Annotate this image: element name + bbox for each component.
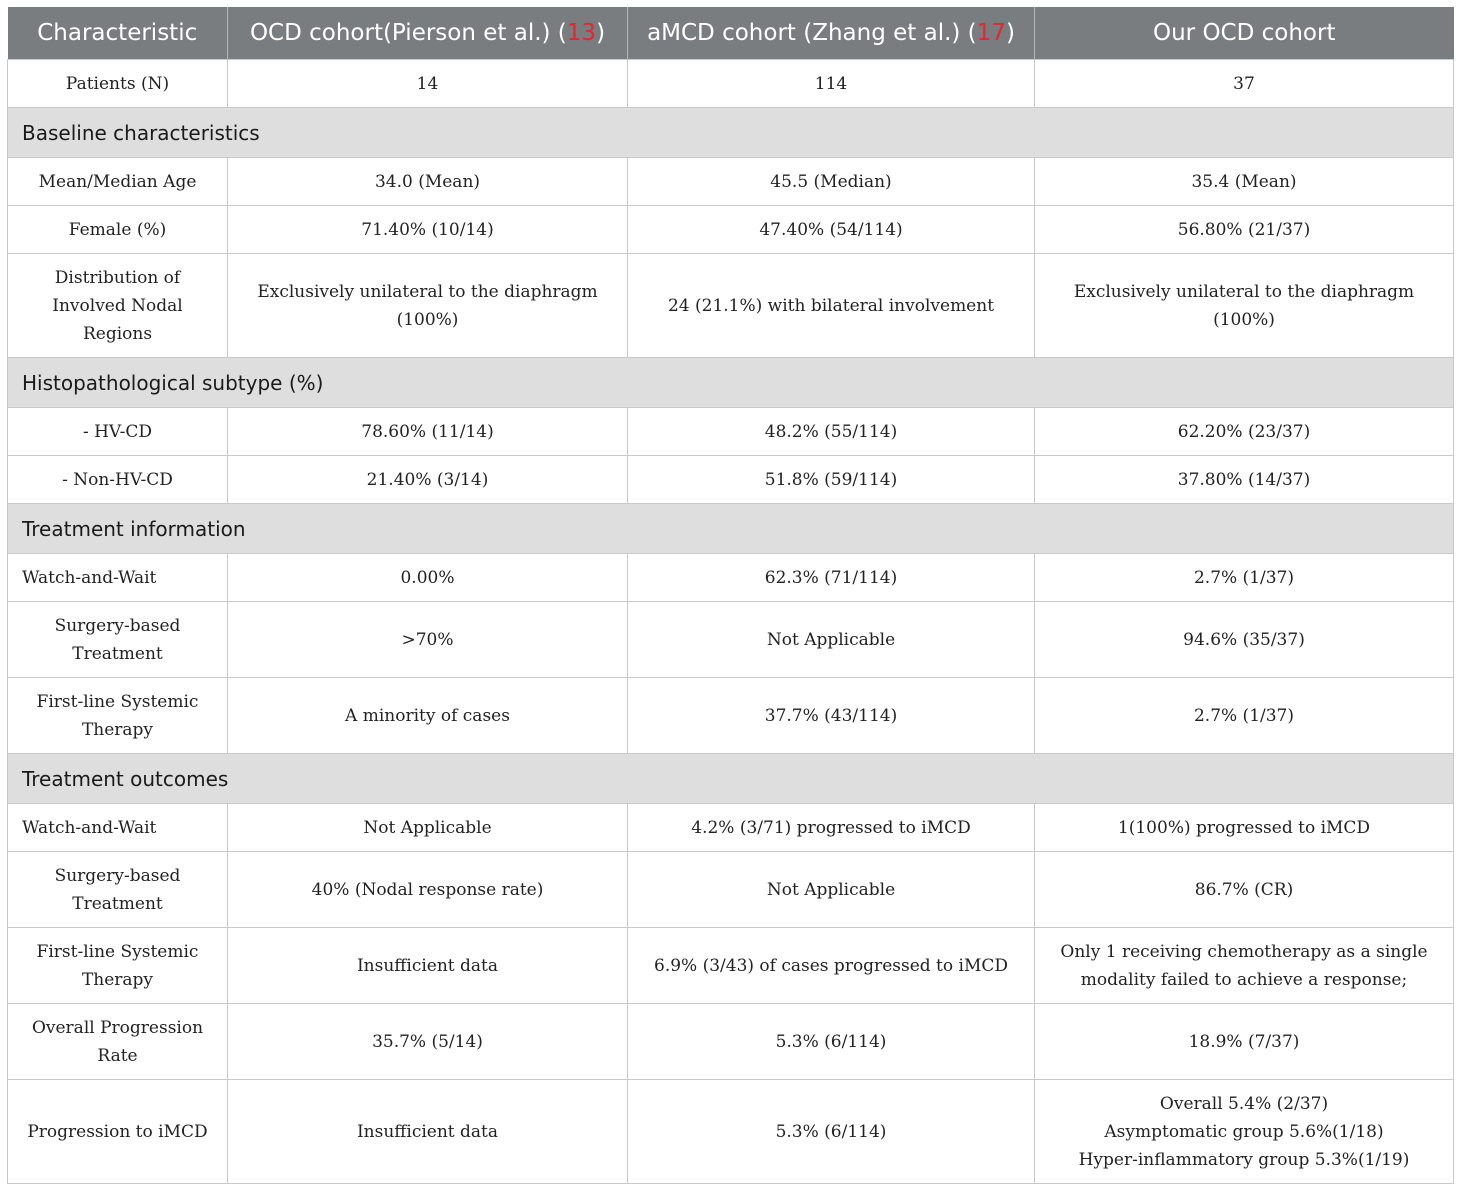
- cell-zhang: 4.2% (3/71) progressed to iMCD: [628, 804, 1035, 852]
- cell-zhang: 51.8% (59/114): [628, 456, 1035, 504]
- row-label: [8, 928, 228, 1004]
- label-line: First-line Systemic: [36, 691, 199, 712]
- section-row-treatment-outcomes: [8, 754, 1454, 804]
- row-label: Patients (N): [8, 60, 228, 108]
- header-ocd-pierson: [228, 7, 628, 60]
- section-row-baseline: [8, 108, 1454, 158]
- cell-pierson: 21.40% (3/14): [228, 456, 628, 504]
- row-label: [8, 602, 228, 678]
- header-amcd-zhang-close: ): [1005, 20, 1015, 46]
- cell-zhang: 24 (21.1%) with bilateral involvement: [628, 254, 1035, 358]
- cell-zhang: 48.2% (55/114): [628, 408, 1035, 456]
- cell-our: [1035, 928, 1454, 1004]
- cohort-comparison-table: [7, 7, 1454, 1184]
- cell-our: Exclusively unilateral to the diaphragm (100%): [1035, 254, 1454, 358]
- cell-zhang: 5.3% (6/114): [628, 1080, 1035, 1184]
- cell-zhang: 62.3% (71/114): [628, 554, 1035, 602]
- comparison-table-container: [7, 7, 1453, 1184]
- cell-line: modality failed to achieve a response;: [1080, 969, 1408, 990]
- cell-pierson: 34.0 (Mean): [228, 158, 628, 206]
- header-ocd-pierson-text: OCD cohort(Pierson et al.) (: [249, 20, 567, 46]
- cell-our: 86.7% (CR): [1035, 852, 1454, 928]
- label-line: Therapy: [81, 719, 154, 740]
- cell-our: [1035, 1080, 1454, 1184]
- cell-pierson: Insufficient data: [228, 928, 628, 1004]
- table-row-tx-watch-wait: [8, 554, 1454, 602]
- cell-pierson: >70%: [228, 602, 628, 678]
- cell-line: Asymptomatic group 5.6%(1/18): [1104, 1121, 1384, 1142]
- table-row-non-hvcd: [8, 456, 1454, 504]
- row-label: Mean/Median Age: [8, 158, 228, 206]
- cell-line: Exclusively unilateral to the diaphragm: [257, 281, 598, 302]
- cell-zhang: 114: [628, 60, 1035, 108]
- row-label: Progression to iMCD: [8, 1080, 228, 1184]
- cell-our: 35.4 (Mean): [1035, 158, 1454, 206]
- label-line: Distribution of: [54, 267, 181, 288]
- reference-link-13[interactable]: 13: [566, 20, 597, 46]
- label-line: Treatment: [72, 893, 163, 914]
- table-row-age: [8, 158, 1454, 206]
- section-heading: Treatment outcomes: [8, 754, 1454, 804]
- label-line: Involved Nodal: [52, 295, 183, 316]
- cell-our: 18.9% (7/37): [1035, 1004, 1454, 1080]
- cell-our: 37: [1035, 60, 1454, 108]
- cell-pierson: A minority of cases: [228, 678, 628, 754]
- cell-pierson: 35.7% (5/14): [228, 1004, 628, 1080]
- cell-zhang: 5.3% (6/114): [628, 1004, 1035, 1080]
- label-line: Surgery-based: [54, 865, 181, 886]
- cell-pierson: 40% (Nodal response rate): [228, 852, 628, 928]
- section-row-histopathology: [8, 358, 1454, 408]
- table-row-out-systemic: [8, 928, 1454, 1004]
- header-our-cohort: Our OCD cohort: [1035, 7, 1454, 60]
- cell-zhang: 47.40% (54/114): [628, 206, 1035, 254]
- row-label: [8, 1004, 228, 1080]
- cell-line: Only 1 receiving chemotherapy as a single: [1060, 941, 1428, 962]
- cell-line: Hyper-inflammatory group 5.3%(1/19): [1078, 1149, 1410, 1170]
- table-row-distribution: [8, 254, 1454, 358]
- row-label: - Non-HV-CD: [8, 456, 228, 504]
- cell-zhang: Not Applicable: [628, 852, 1035, 928]
- header-characteristic: Characteristic: [8, 7, 228, 60]
- header-amcd-zhang: [628, 7, 1035, 60]
- cell-our: 2.7% (1/37): [1035, 678, 1454, 754]
- table-row-out-overall: [8, 1004, 1454, 1080]
- cell-line: (100%): [396, 309, 459, 330]
- cell-our: 62.20% (23/37): [1035, 408, 1454, 456]
- table-row-tx-surgery: [8, 602, 1454, 678]
- label-line: Therapy: [81, 969, 154, 990]
- cell-zhang: 37.7% (43/114): [628, 678, 1035, 754]
- cell-pierson: 14: [228, 60, 628, 108]
- cell-our: 56.80% (21/37): [1035, 206, 1454, 254]
- cell-pierson: 71.40% (10/14): [228, 206, 628, 254]
- label-line: Overall Progression: [31, 1017, 204, 1038]
- table-row-out-watch-wait: [8, 804, 1454, 852]
- section-heading: Histopathological subtype (%): [8, 358, 1454, 408]
- label-line: First-line Systemic: [36, 941, 199, 962]
- cell-zhang: 6.9% (3/43) of cases progressed to iMCD: [628, 928, 1035, 1004]
- label-line: Rate: [97, 1045, 138, 1066]
- cell-zhang: 45.5 (Median): [628, 158, 1035, 206]
- table-row-out-surgery: [8, 852, 1454, 928]
- section-heading: Treatment information: [8, 504, 1454, 554]
- cell-our: 2.7% (1/37): [1035, 554, 1454, 602]
- cell-our: 1(100%) progressed to iMCD: [1035, 804, 1454, 852]
- section-row-treatment-info: [8, 504, 1454, 554]
- cell-our: 94.6% (35/37): [1035, 602, 1454, 678]
- label-line: Surgery-based: [54, 615, 181, 636]
- section-heading: Baseline characteristics: [8, 108, 1454, 158]
- table-row-out-imcd: [8, 1080, 1454, 1184]
- row-label: [8, 852, 228, 928]
- label-line: Treatment: [72, 643, 163, 664]
- table-row-hvcd: [8, 408, 1454, 456]
- row-label: Watch-and-Wait: [8, 804, 228, 852]
- table-row-female: [8, 206, 1454, 254]
- row-label: [8, 678, 228, 754]
- header-ocd-pierson-close: ): [596, 20, 606, 46]
- table-row-patients: [8, 60, 1454, 108]
- cell-our: 37.80% (14/37): [1035, 456, 1454, 504]
- cell-pierson: [228, 254, 628, 358]
- header-row: [8, 7, 1454, 60]
- table-row-tx-systemic: [8, 678, 1454, 754]
- row-label: Female (%): [8, 206, 228, 254]
- label-line: Regions: [82, 323, 153, 344]
- row-label: [8, 254, 228, 358]
- cell-pierson: 78.60% (11/14): [228, 408, 628, 456]
- row-label: Watch-and-Wait: [8, 554, 228, 602]
- cell-pierson: Not Applicable: [228, 804, 628, 852]
- reference-link-17[interactable]: 17: [976, 20, 1006, 46]
- row-label: - HV-CD: [8, 408, 228, 456]
- cell-pierson: Insufficient data: [228, 1080, 628, 1184]
- cell-zhang: Not Applicable: [628, 602, 1035, 678]
- header-amcd-zhang-text: aMCD cohort (Zhang et al.) (: [647, 20, 977, 46]
- cell-pierson: 0.00%: [228, 554, 628, 602]
- cell-line: Overall 5.4% (2/37): [1159, 1093, 1329, 1114]
